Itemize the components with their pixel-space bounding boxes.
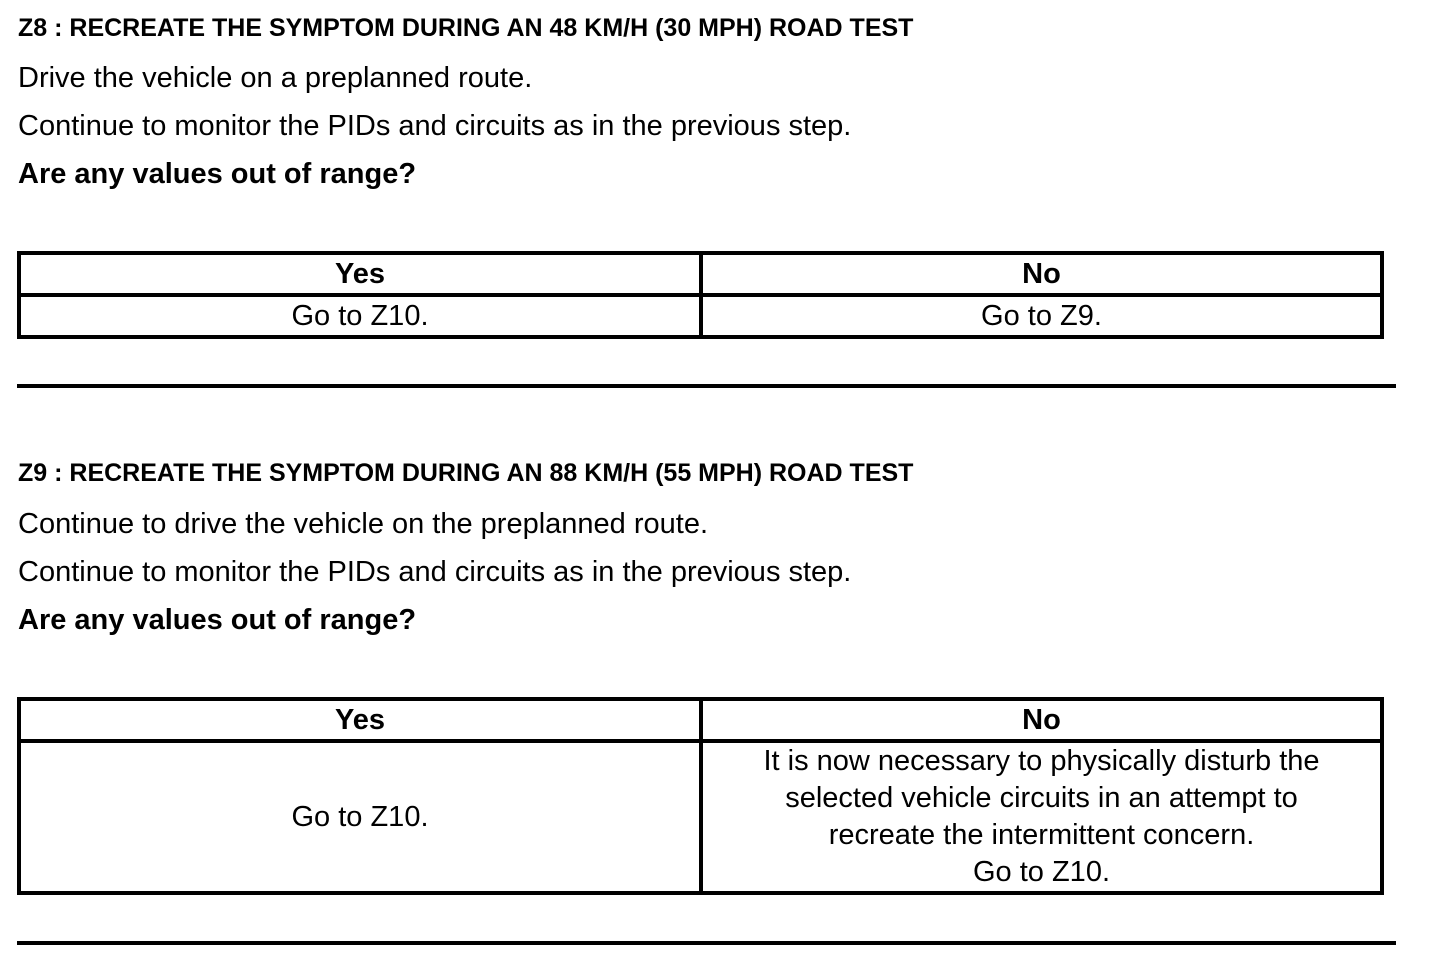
yes-action: Go to Z10. bbox=[19, 295, 701, 337]
no-action-line: Go to Z10. bbox=[972, 856, 1110, 888]
instruction-line: Continue to drive the vehicle on the preplanned route. bbox=[18, 508, 709, 540]
no-action-line: recreate the intermittent concern. bbox=[828, 819, 1255, 851]
step-heading: Z8 : RECREATE THE SYMPTOM DURING AN 48 KM/H (30 MPH) ROAD TEST bbox=[18, 14, 914, 42]
decision-table bbox=[17, 697, 1384, 895]
instruction-line: Continue to monitor the PIDs and circuits as in the previous step. bbox=[18, 110, 852, 142]
step-heading: Z9 : RECREATE THE SYMPTOM DURING AN 88 KM/H (55 MPH) ROAD TEST bbox=[18, 459, 914, 487]
instruction-line: Continue to monitor the PIDs and circuits as in the previous step. bbox=[18, 556, 852, 588]
no-action-line: It is now necessary to physically disturb the bbox=[763, 745, 1320, 777]
yes-action: Go to Z10. bbox=[19, 741, 701, 893]
section-divider bbox=[17, 941, 1396, 945]
yes-header: Yes bbox=[19, 699, 701, 741]
no-action-line: selected vehicle circuits in an attempt to bbox=[785, 782, 1298, 814]
question: Are any values out of range? bbox=[18, 604, 417, 636]
no-header: No bbox=[701, 253, 1382, 295]
question: Are any values out of range? bbox=[18, 158, 417, 190]
yes-header: Yes bbox=[19, 253, 701, 295]
no-action bbox=[701, 741, 1382, 893]
instruction-line: Drive the vehicle on a preplanned route. bbox=[18, 62, 533, 94]
no-header: No bbox=[701, 699, 1382, 741]
no-action: Go to Z9. bbox=[701, 295, 1382, 337]
